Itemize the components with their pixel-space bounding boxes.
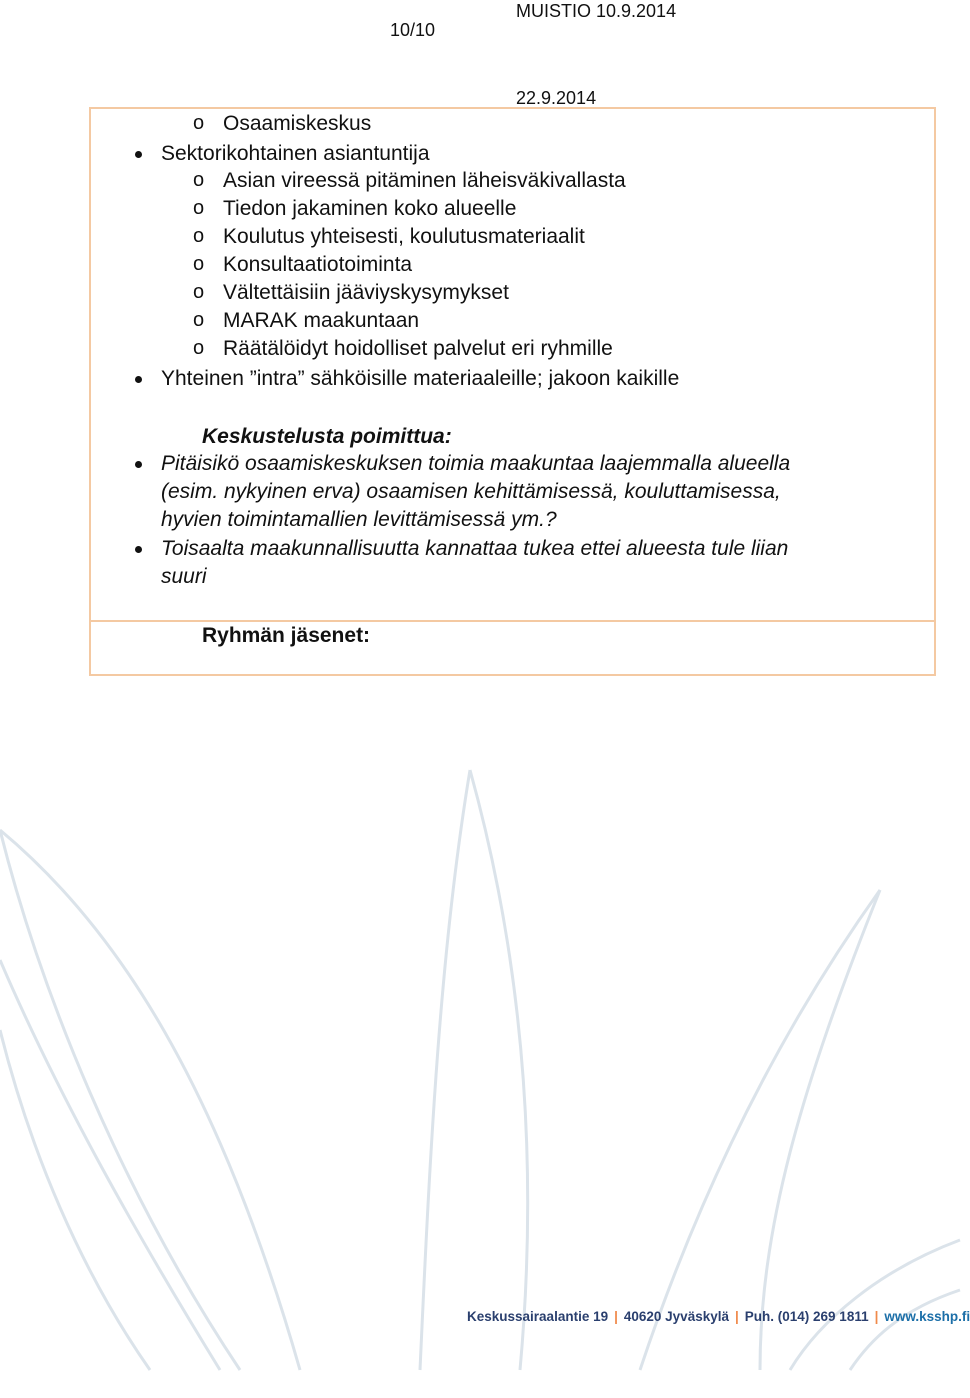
footer-separator: | [734,1309,739,1324]
footer-separator: | [614,1309,618,1324]
sub-bullet-marker: o [193,253,205,275]
discussion-line: (esim. nykyinen erva) osaamisen kehittämisessä, kouluttamisessa, [161,480,781,503]
bullet-icon [135,461,142,468]
footer-postal: 40620 Jyväskylä [623,1309,729,1324]
sub-bullet-marker: o [193,281,205,303]
list-item: Osaamiskeskus [223,112,372,135]
list-item: Yhteinen ”intra” sähköisille materiaaleille; jakoon kaikille [161,367,680,390]
list-item: Asian vireessä pitäminen läheisväkivallasta [223,169,626,192]
discussion-line: suuri [161,565,207,588]
footer-website-link[interactable]: www.ksshp.fi [884,1309,970,1324]
footer-separator: | [874,1309,879,1324]
background-leaves-graphic [0,770,960,1370]
bullet-icon [135,376,142,383]
sub-bullet-marker: o [193,197,205,219]
list-item: MARAK maakuntaan [223,309,420,332]
bullet-icon [135,546,142,553]
footer-contact [467,1309,970,1324]
discussion-line: Toisaalta maakunnallisuutta kannattaa tukea ettei alueesta tule liian [161,537,789,560]
bullet-icon [135,151,142,158]
list-item: Konsultaatiotoiminta [223,253,413,276]
sub-bullet-marker: o [193,225,205,247]
members-heading: Ryhmän jäsenet: [202,624,371,647]
sub-bullet-marker: o [193,309,205,331]
footer-phone: Puh. (014) 269 1811 [744,1309,869,1324]
date-label: 22.9.2014 [516,88,597,108]
footer-address: Keskussairaalantie 19 [467,1309,609,1324]
sub-bullet-marker: o [193,337,205,359]
list-item: Koulutus yhteisesti, koulutusmateriaalit [223,225,585,248]
list-item: Tiedon jakaminen koko alueelle [223,197,517,220]
list-item: Sektorikohtainen asiantuntija [161,142,430,165]
list-item: Räätälöidyt hoidolliset palvelut eri ryhmille [223,337,613,360]
list-item: Vältettäisiin jääviyskysymykset [223,281,509,304]
memo-title: MUISTIO 10.9.2014 [516,1,677,21]
discussion-line: hyvien toimintamallien levittämisessä ym.? [161,508,557,531]
discussion-heading: Keskustelusta poimittua: [202,425,452,448]
sub-bullet-marker: o [193,169,205,191]
discussion-line: Pitäisikö osaamiskeskuksen toimia maakuntaa laajemmalla alueella [161,452,791,475]
page-count: 10/10 [390,20,436,40]
sub-bullet-marker: o [193,112,205,134]
